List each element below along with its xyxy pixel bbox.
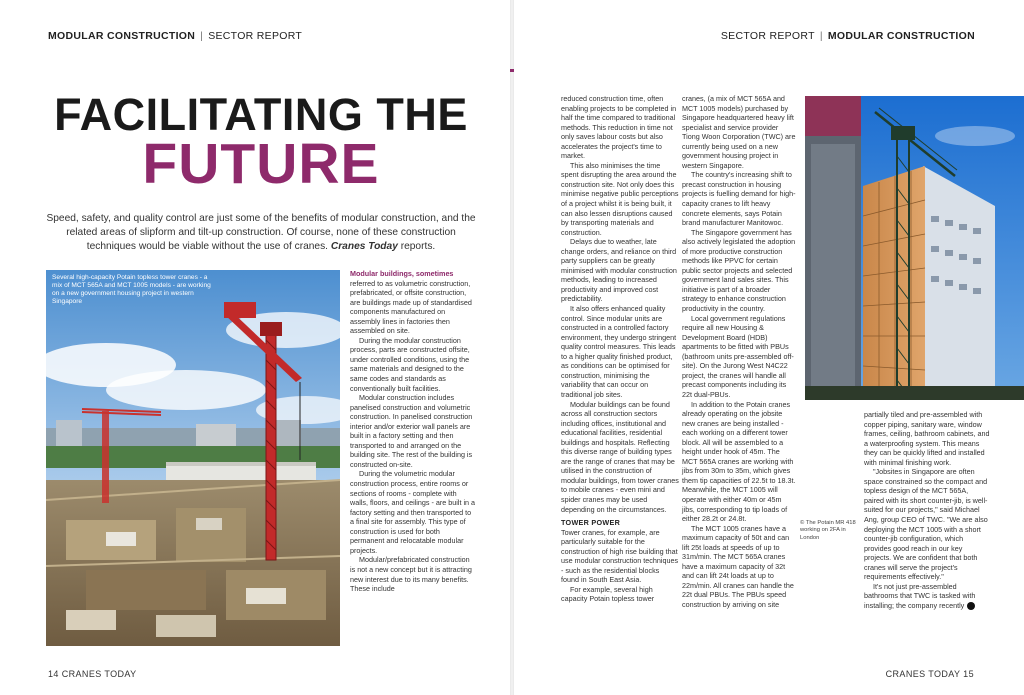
right-page bbox=[514, 0, 1024, 695]
standfirst-tail: reports. bbox=[400, 241, 436, 252]
paragraph: It also offers enhanced quality control. Since modular units are constructed in a controlled factory environment, they undergo stringent quality control measures. This leads to a higher quality finished product, as conditions can be optimised for construction, minimising the variability that can occur on traditional job sites. bbox=[561, 304, 677, 399]
paragraph: The MCT 1005 cranes have a maximum capacity of 50t and can lift 25t loads at speeds of up to 31m/min. The MCT 565A cranes have a maximum capacity of 32t and can lift 24t loads at up to 22m/min. All cranes can handle the 22t dual PBUs. The PBUs speed construction by arriving on site bbox=[682, 523, 794, 609]
paragraph: Local government regulations require all new Housing & Development Board (HDB) apartments to be fitted with PBUs (bathroom units pre-assembled off-site). On the Jurong West N4C22 project, the cranes will handle all precast components including its 22t dual-PBUs. bbox=[682, 313, 794, 399]
paragraph: In addition to the Potain cranes already operating on the jobsite new cranes are being installed - each working on a different tower block. All will be assembled to a height under hook of 45m. The MCT 565A cranes are working with jibs from 30m to 35m, which gives them tip capacities of 22.5t to 18.3t. Meanwhile, the MCT 1005 will operate with either 40m or 45m jibs, corresponding to tip loads of either 28.2t or 24.8t. bbox=[682, 399, 796, 524]
paragraph: reduced construction time, often enabling projects to be completed in half the time compared to traditional methods. This reduction in time not only saves labour costs but also accelerates the project's time to market. bbox=[561, 94, 677, 161]
running-head-section: MODULAR CONSTRUCTION bbox=[48, 30, 196, 42]
running-head-section: MODULAR CONSTRUCTION bbox=[827, 30, 975, 42]
right-column-3 bbox=[864, 410, 990, 610]
paragraph: referred to as volumetric construction, prefabricated, or offsite construction, are buildings made up of standardised components manufactured on assembly lines in factories then assembled on site. bbox=[350, 278, 472, 336]
paragraph: Modular buildings can be found across all construction sectors including offices, institutional and educational facilities, residential buildings and hospitals. Reflecting this diverse range of building types are the range of cranes that may be utilised in the construction of modular buildings, from tower cranes to mobile cranes - even mini and spider cranes may be used depending on the circumstances. bbox=[561, 399, 679, 514]
paragraph: "Jobsites in Singapore are often space constrained so the compact and topless design of the MCT 565A, paired with its short counter-jib, is well-suited for our projects," said Michael Ang, group CEO of TWC. "We are also deploying the MCT 1005 with a short counter-jib configuration, which provides good reach in our key projects. We are confident that both cranes will serve the project's requirements effectively." bbox=[864, 467, 988, 582]
running-head-divider: | bbox=[819, 30, 823, 42]
paragraph: During the volumetric modular construction process, entire rooms or sections of rooms - complete with walls, floors, and ceilings - are built in a factory setting and then transported to a final site for assembly. This type of construction is used for both permanent and relocatable modular projects. bbox=[350, 469, 476, 555]
paragraph-text: It's not just pre-assembled bathrooms that TWC is tasked with installing; the company recently bbox=[864, 581, 976, 610]
tower-crane-image bbox=[805, 96, 1024, 400]
headline-line-2: FUTURE bbox=[142, 132, 380, 196]
paragraph: Modular construction includes panelised construction and volumetric construction. In panelised construction interior and/or exterior wall panels are built in a factory setting and then transported to and arranged on the building site. The rest of the building is constructed on-site. bbox=[350, 393, 473, 469]
paragraph: Modular/prefabricated construction is not a new concept but it is attracting new interest due to its many benefits. These include bbox=[350, 555, 472, 594]
running-head-right bbox=[721, 30, 975, 42]
photo-caption-right: © The Potain MR 418 working on 2FA in London bbox=[800, 520, 856, 541]
left-column-1 bbox=[350, 269, 476, 594]
running-head-left bbox=[48, 30, 302, 42]
folio-left: 14 CRANES TODAY bbox=[48, 669, 137, 679]
standfirst bbox=[46, 212, 476, 254]
continue-arrow-icon: › bbox=[967, 602, 975, 610]
standfirst-source: Cranes Today bbox=[330, 241, 398, 252]
folio-right: CRANES TODAY 15 bbox=[885, 669, 974, 679]
photo-tower-crane bbox=[805, 96, 1024, 400]
paragraph: partially tiled and pre-assembled with copper piping, sanitary ware, window frames, ceiling, bathroom cabinets, and a waterproofing system. This means they can be quickly lifted and installed with minimal finishing work. bbox=[864, 410, 990, 467]
running-head-kind: SECTOR REPORT bbox=[208, 30, 303, 42]
running-head-divider: | bbox=[200, 30, 204, 42]
right-column-1 bbox=[561, 94, 679, 604]
paragraph: cranes, (a mix of MCT 565A and MCT 1005 models) purchased by Singapore headquartered heavy lift specialist and service provider Tiong Woon Corporation (TWC) are currently being used on a new government housing project in western Singapore. bbox=[682, 94, 796, 170]
paragraph: The Singapore government has also actively legislated the adoption of more productive construction methods like PPVC for certain public sector projects and selected government land sales sites. This initiative is part of a broader strategy to enhance construction productivity in the country. bbox=[682, 227, 796, 314]
photo-caption-left: Several high-capacity Potain topless tower cranes - a mix of MCT 565A and MCT 1005 models - are working on a new government housing project in western Singapore bbox=[52, 274, 211, 305]
headline-line-1: FACILITATING THE bbox=[54, 89, 468, 140]
subhead-tower-power: TOWER POWER bbox=[561, 518, 621, 528]
construction-site-image bbox=[46, 270, 340, 646]
paragraph: This also minimises the time spent disrupting the area around the construction site. Not only does this minimise negative public perceptions of a project whilst it is being built, it can also lessen disruptions caused by transporting materials and construction. bbox=[561, 160, 679, 237]
paragraph: Tower cranes, for example, are particularly suitable for the construction of high rise building that use modular construction techniques - such as the residential blocks found in South East Asia. bbox=[561, 527, 679, 585]
paragraph: For example, several high capacity Potain topless tower bbox=[561, 584, 655, 604]
right-column-2 bbox=[682, 94, 796, 610]
running-head-kind: SECTOR REPORT bbox=[720, 30, 815, 42]
left-page bbox=[0, 0, 510, 695]
paragraph: During the modular construction process, parts are constructed offsite, under controlled conditions, using the same materials and designed to the same codes and standards as conventionally built facilities. bbox=[350, 335, 470, 393]
paragraph bbox=[864, 582, 990, 611]
paragraph: The country's increasing shift to precast construction in housing projects is fuelling demand for high-capacity cranes to lift heavy concrete elements, says Potain brand manufacturer Manitowoc. bbox=[682, 170, 796, 228]
lead-in: Modular buildings, sometimes bbox=[350, 269, 454, 278]
standfirst-text: Speed, safety, and quality control are just some of the benefits of modular construction, and the related areas of slipform and tilt-up construction. Of course, none of these construction techniques would be viable without the use of cranes. bbox=[46, 213, 476, 252]
paragraph: Delays due to weather, late change orders, and reliance on third party suppliers can be greatly minimised with modular construction methods, leading to increased productivity and improved cost predictability. bbox=[561, 237, 677, 304]
photo-construction-site bbox=[46, 270, 340, 646]
